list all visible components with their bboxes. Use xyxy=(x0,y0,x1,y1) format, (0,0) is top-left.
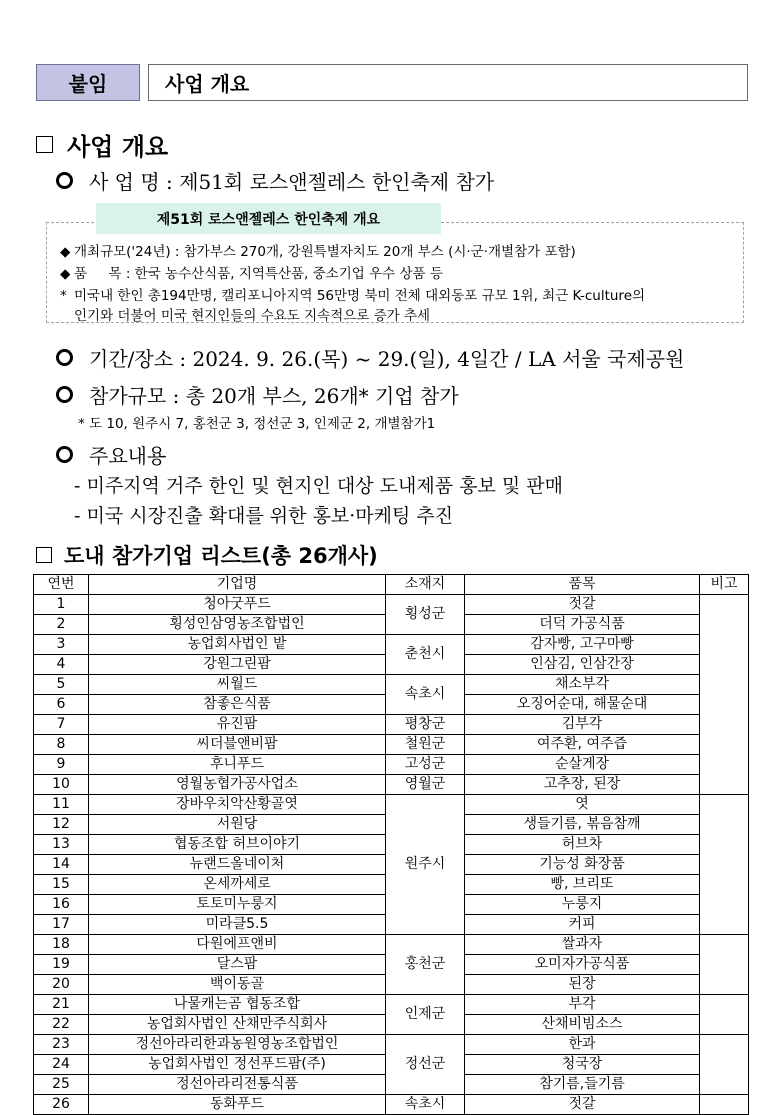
cell-remark xyxy=(700,1095,749,1115)
cell-company: 씨더블앤비팜 xyxy=(89,735,386,755)
cell-remark xyxy=(700,1035,749,1095)
cell-company: 영월농협가공사업소 xyxy=(89,775,386,795)
table-row xyxy=(34,635,749,655)
table-row xyxy=(34,995,749,1015)
cell-item: 고추장, 된장 xyxy=(465,775,700,795)
column-header: 품목 xyxy=(465,575,700,595)
cell-company: 나물캐는곰 협동조합 xyxy=(89,995,386,1015)
square-bullet-icon xyxy=(36,547,52,563)
cell-item: 커피 xyxy=(465,915,700,935)
event-name-text: 사 업 명 : 제51회 로스앤젤레스 한인축제 참가 xyxy=(89,170,495,194)
cell-item: 오징어순대, 해물순대 xyxy=(465,695,700,715)
cell-no: 18 xyxy=(34,935,89,955)
cell-item: 허브차 xyxy=(465,835,700,855)
asterisk-icon: * xyxy=(60,288,67,304)
cell-item: 순살게장 xyxy=(465,755,700,775)
cell-item: 김부각 xyxy=(465,715,700,735)
scale-text: 참가규모 : 총 20개 부스, 26개* 기업 참가 xyxy=(89,384,459,408)
cell-location: 속초시 xyxy=(386,675,465,715)
cell-remark xyxy=(700,995,749,1035)
section-title-companies xyxy=(36,540,378,570)
cell-company: 유진팜 xyxy=(89,715,386,735)
column-header: 소재지 xyxy=(386,575,465,595)
cell-company: 청아굿푸드 xyxy=(89,595,386,615)
cell-no: 9 xyxy=(34,755,89,775)
content-item: - 미주지역 거주 한인 및 현지인 대상 도내제품 홍보 및 판매 xyxy=(74,475,563,497)
cell-no: 11 xyxy=(34,795,89,815)
cell-company: 미라클5.5 xyxy=(89,915,386,935)
cell-remark xyxy=(700,595,749,795)
cell-company: 후니푸드 xyxy=(89,755,386,775)
cell-item: 감자빵, 고구마빵 xyxy=(465,635,700,655)
table-row xyxy=(34,1095,749,1115)
table-header-row xyxy=(34,575,749,595)
overview-title: 제51회 로스앤젤레스 한인축제 개요 xyxy=(96,203,441,234)
cell-no: 10 xyxy=(34,775,89,795)
circle-bullet-icon xyxy=(56,446,73,463)
period-line xyxy=(56,343,684,372)
cell-item: 젓갈 xyxy=(465,595,700,615)
cell-location: 정선군 xyxy=(386,1035,465,1095)
cell-item: 채소부각 xyxy=(465,675,700,695)
cell-location: 평창군 xyxy=(386,715,465,735)
table-row xyxy=(34,795,749,815)
circle-bullet-icon xyxy=(56,386,73,403)
cell-location: 춘천시 xyxy=(386,635,465,675)
cell-no: 24 xyxy=(34,1055,89,1075)
period-text: 기간/장소 : 2024. 9. 26.(목) ~ 29.(일), 4일간 / LA 서울 국제공원 xyxy=(89,347,685,371)
cell-item: 된장 xyxy=(465,975,700,995)
cell-company: 뉴랜드올네이처 xyxy=(89,855,386,875)
cell-location: 고성군 xyxy=(386,755,465,775)
cell-company: 정선아라리전통식품 xyxy=(89,1075,386,1095)
cell-no: 1 xyxy=(34,595,89,615)
cell-item: 청국장 xyxy=(465,1055,700,1075)
section-title-text: 사업 개요 xyxy=(67,133,169,161)
cell-no: 15 xyxy=(34,875,89,895)
cell-item: 참기름,들기름 xyxy=(465,1075,700,1095)
page-title: 사업 개요 xyxy=(148,64,748,101)
cell-item: 한과 xyxy=(465,1035,700,1055)
circle-bullet-icon xyxy=(56,349,73,366)
circle-bullet-icon xyxy=(56,172,73,189)
cell-company: 참좋은식품 xyxy=(89,695,386,715)
overview-note: * 미국내 한인 총194만명, 캘리포니아지역 56만명 북미 전체 대외동포 규모 1위, 최근 K-culture의 xyxy=(60,288,646,304)
cell-location: 철원군 xyxy=(386,735,465,755)
cell-company: 달스팜 xyxy=(89,955,386,975)
cell-company: 강원그린팜 xyxy=(89,655,386,675)
cell-no: 14 xyxy=(34,855,89,875)
cell-company: 씨월드 xyxy=(89,675,386,695)
cell-no: 5 xyxy=(34,675,89,695)
cell-company: 온세까세로 xyxy=(89,875,386,895)
section-title-overview xyxy=(36,127,168,162)
company-table xyxy=(33,574,749,1115)
cell-item: 오미자가공식품 xyxy=(465,955,700,975)
cell-no: 22 xyxy=(34,1015,89,1035)
event-name-line xyxy=(56,166,494,195)
cell-location: 인제군 xyxy=(386,995,465,1035)
cell-item: 인삼김, 인삼간장 xyxy=(465,655,700,675)
diamond-bullet-icon: ◆ xyxy=(60,266,71,282)
table-row xyxy=(34,675,749,695)
cell-item: 누룽지 xyxy=(465,895,700,915)
cell-no: 23 xyxy=(34,1035,89,1055)
cell-no: 13 xyxy=(34,835,89,855)
cell-no: 20 xyxy=(34,975,89,995)
cell-item: 더덕 가공식품 xyxy=(465,615,700,635)
table-row xyxy=(34,1035,749,1055)
overview-note-cont: 인기와 더불어 미국 현지인들의 수요도 지속적으로 증가 추세 xyxy=(74,308,431,324)
cell-item: 기능성 화장품 xyxy=(465,855,700,875)
cell-item: 여주환, 여주즙 xyxy=(465,735,700,755)
cell-no: 7 xyxy=(34,715,89,735)
cell-no: 25 xyxy=(34,1075,89,1095)
cell-company: 농업회사법인 정선푸드팜(주) xyxy=(89,1055,386,1075)
cell-company: 서원당 xyxy=(89,815,386,835)
content-line xyxy=(56,440,166,469)
cell-no: 2 xyxy=(34,615,89,635)
cell-location: 원주시 xyxy=(386,795,465,935)
cell-item: 쌀과자 xyxy=(465,935,700,955)
cell-no: 26 xyxy=(34,1095,89,1115)
cell-remark xyxy=(700,935,749,995)
cell-location: 홍천군 xyxy=(386,935,465,995)
cell-no: 16 xyxy=(34,895,89,915)
cell-item: 산채비빔소스 xyxy=(465,1015,700,1035)
section-title-text: 도내 참가기업 리스트(총 26개사) xyxy=(64,544,378,568)
table-row xyxy=(34,755,749,775)
cell-no: 3 xyxy=(34,635,89,655)
cell-company: 정선아라리한과농원영농조합법인 xyxy=(89,1035,386,1055)
content-title-text: 주요내용 xyxy=(89,444,167,468)
cell-no: 8 xyxy=(34,735,89,755)
cell-no: 12 xyxy=(34,815,89,835)
column-header: 기업명 xyxy=(89,575,386,595)
cell-company: 장바우치악산황골엿 xyxy=(89,795,386,815)
cell-remark xyxy=(700,795,749,935)
table-row xyxy=(34,595,749,615)
content-item: - 미국 시장진출 확대를 위한 홍보·마케팅 추진 xyxy=(74,505,454,527)
cell-company: 협동조합 허브이야기 xyxy=(89,835,386,855)
cell-item: 부각 xyxy=(465,995,700,1015)
cell-location: 영월군 xyxy=(386,775,465,795)
table-row xyxy=(34,715,749,735)
cell-item: 빵, 브리또 xyxy=(465,875,700,895)
cell-company: 농업회사법인 산채만주식회사 xyxy=(89,1015,386,1035)
square-bullet-icon xyxy=(36,136,53,153)
cell-location: 속초시 xyxy=(386,1095,465,1115)
table-row xyxy=(34,935,749,955)
overview-item: ◆ 개최규모('24년) : 참가부스 270개, 강원특별자치도 20개 부스 (시·군·개별참가 포함) xyxy=(60,244,576,260)
cell-location: 횡성군 xyxy=(386,595,465,635)
table-row xyxy=(34,735,749,755)
table-row xyxy=(34,775,749,795)
cell-company: 동화푸드 xyxy=(89,1095,386,1115)
overview-item: ◆ 품 목 : 한국 농수산식품, 지역특산품, 중소기업 우수 상품 등 xyxy=(60,266,443,282)
scale-note: * 도 10, 원주시 7, 홍천군 3, 정선군 3, 인제군 2, 개별참가1 xyxy=(78,416,436,432)
column-header: 비고 xyxy=(700,575,749,595)
cell-item: 생들기름, 볶음참깨 xyxy=(465,815,700,835)
cell-no: 17 xyxy=(34,915,89,935)
cell-no: 6 xyxy=(34,695,89,715)
cell-company: 농업회사법인 밭 xyxy=(89,635,386,655)
cell-item: 엿 xyxy=(465,795,700,815)
attachment-tag: 붙임 xyxy=(36,64,140,101)
cell-item: 젓갈 xyxy=(465,1095,700,1115)
scale-line xyxy=(56,380,459,409)
cell-company: 다원에프앤비 xyxy=(89,935,386,955)
cell-no: 19 xyxy=(34,955,89,975)
cell-company: 토토미누룽지 xyxy=(89,895,386,915)
cell-no: 4 xyxy=(34,655,89,675)
column-header: 연번 xyxy=(34,575,89,595)
cell-no: 21 xyxy=(34,995,89,1015)
cell-company: 횡성인삼영농조합법인 xyxy=(89,615,386,635)
cell-company: 백이동골 xyxy=(89,975,386,995)
diamond-bullet-icon: ◆ xyxy=(60,244,71,260)
